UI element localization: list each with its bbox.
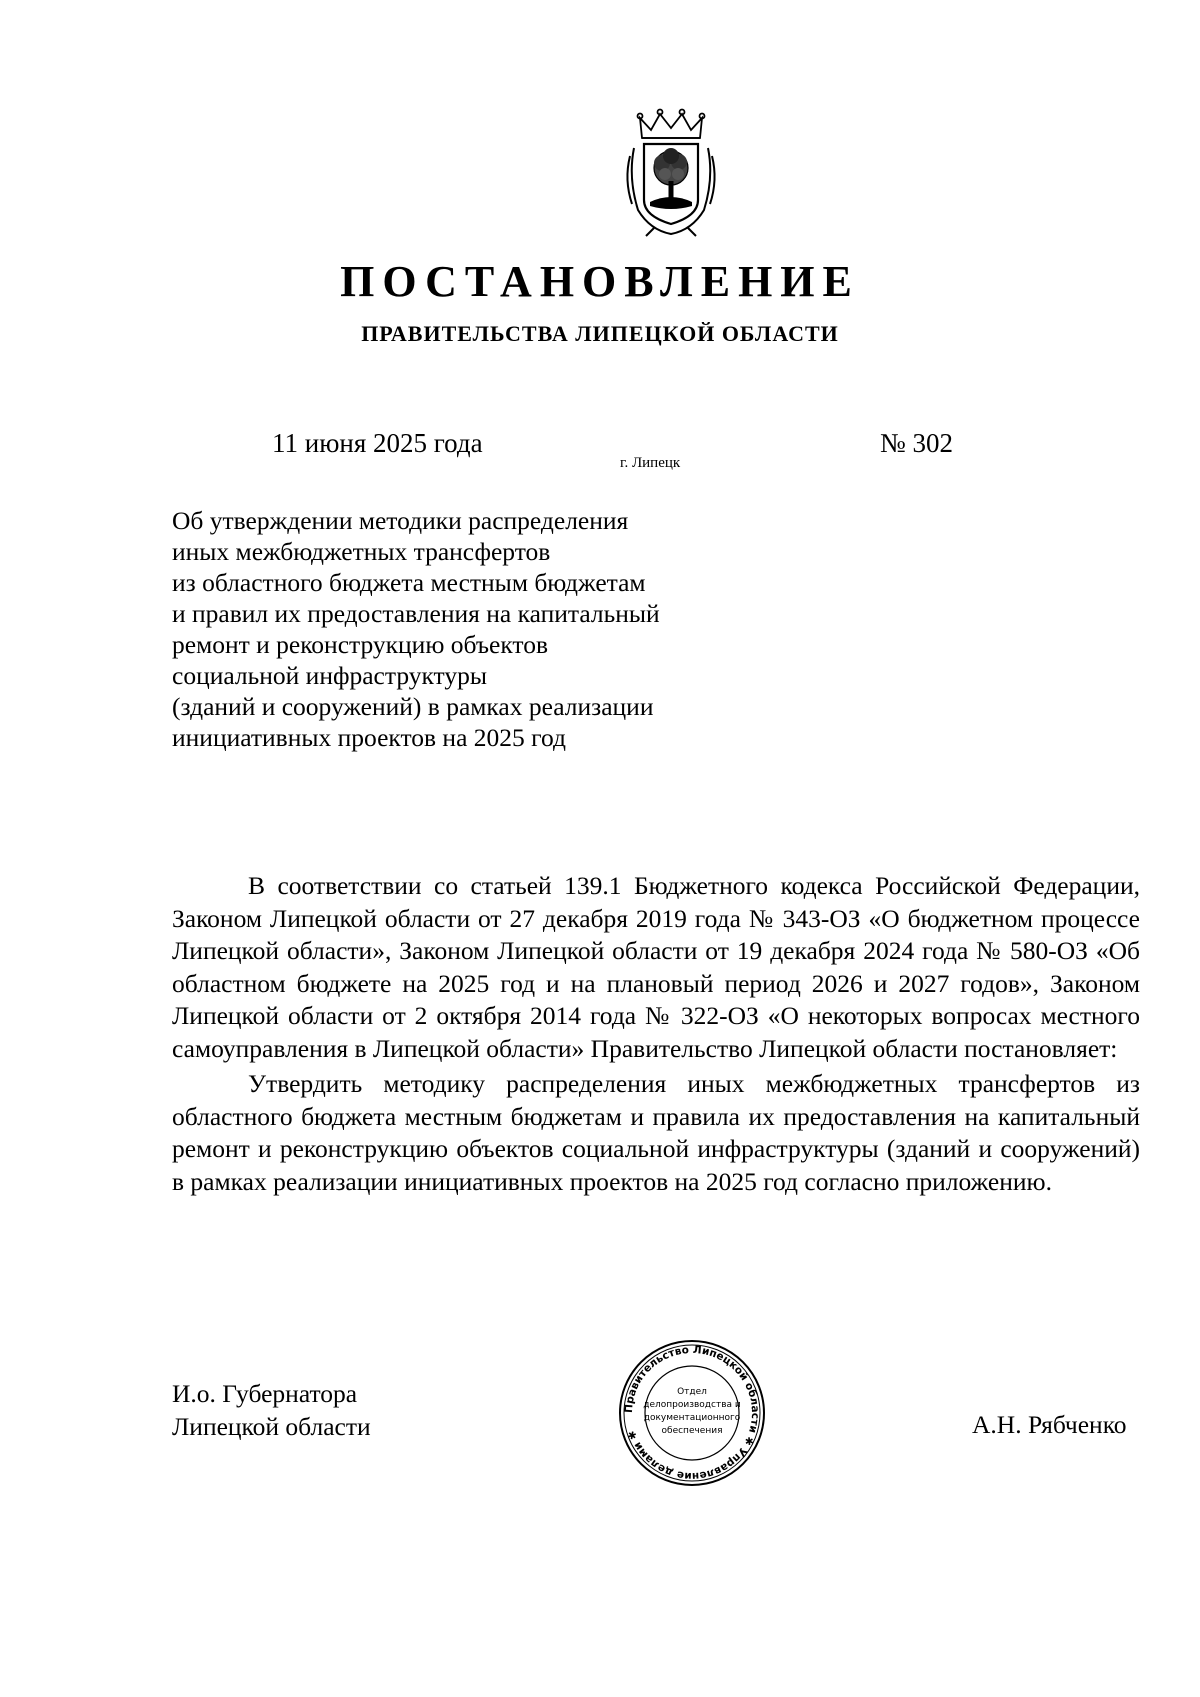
- subject-line: из областного бюджета местным бюджетам: [172, 568, 646, 597]
- body-paragraph: Утвердить методику распределения иных межбюджетных трансфертов из областного бюджета местным бюджетам и правила их предоставления на капитальный ремонт и реконструкцию объектов социальной инфраструктуры (зданий и сооружений) в рамках реализации инициативных проектов на 2025 год согласно приложению.: [172, 1069, 1140, 1196]
- signatory-title-line: Липецкой области: [172, 1412, 371, 1441]
- seal-outer-text: Правительство Липецкой области ✱ Управление делами ✱: [622, 1343, 762, 1483]
- subject-line: Об утверждении методики распределения: [172, 506, 629, 535]
- document-date: 11 июня 2025 года: [272, 428, 483, 458]
- issuer-subtitle: ПРАВИТЕЛЬСТВА ЛИПЕЦКОЙ ОБЛАСТИ: [361, 321, 839, 346]
- subject-line: социальной инфраструктуры: [172, 661, 487, 690]
- seal-inner-line: Отдел: [677, 1387, 707, 1397]
- subject-line: иных межбюджетных трансфертов: [172, 537, 551, 566]
- seal-inner-line: документационного: [643, 1413, 741, 1423]
- signatory-title: [172, 1377, 371, 1443]
- seal-inner-line: обеспечения: [661, 1426, 723, 1436]
- subject-line: ремонт и реконструкцию объектов: [172, 630, 548, 659]
- document-number: № 302: [880, 428, 954, 458]
- subject-line: (зданий и сооружений) в рамках реализации: [172, 692, 654, 721]
- subject-line: и правил их предоставления на капитальный: [172, 599, 660, 628]
- signatory-name: А.Н. Рябченко: [972, 1410, 1127, 1439]
- document-city: г. Липецк: [620, 455, 681, 471]
- body-paragraph: В соответствии со статьей 139.1 Бюджетного кодекса Российской Федерации, Законом Липецкой области от 27 декабря 2019 года № 343-ОЗ «О бюджетном процессе Липецкой области», Законом Липецкой области от 19 декабря 2024 года № 580-ОЗ «Об областном бюджете на 2025 год и на плановый период 2026 и 2027 годов», Законом Липецкой области от 2 октября 2014 года № 322-ОЗ «О некоторых вопросах местного самоуправления в Липецкой области» Правительство Липецкой области постановляет:: [172, 871, 1140, 1063]
- document-subject: [172, 505, 732, 753]
- seal-inner-line: делопроизводства и: [643, 1400, 741, 1410]
- document-type-title: ПОСТАНОВЛЕНИЕ: [340, 257, 860, 306]
- official-seal-icon: [617, 1338, 767, 1488]
- signatory-title-line: И.о. Губернатора: [172, 1379, 358, 1408]
- subject-line: инициативных проектов на 2025 год: [172, 723, 566, 752]
- document-body: [172, 870, 1140, 1201]
- coat-of-arms-icon: [620, 108, 722, 238]
